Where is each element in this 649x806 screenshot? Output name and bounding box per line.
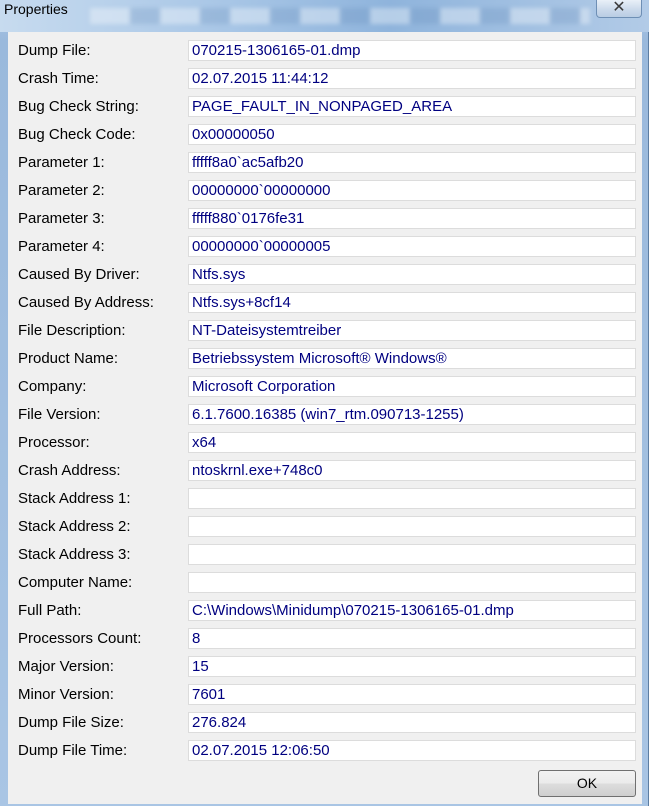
property-label: Parameter 4: (18, 238, 105, 255)
window-title: Properties (4, 1, 68, 17)
property-label: Crash Time: (18, 70, 99, 87)
property-value-field[interactable]: PAGE_FAULT_IN_NONPAGED_AREA (188, 96, 636, 117)
title-bar-background (90, 8, 590, 24)
title-bar[interactable] (0, 0, 649, 32)
close-button[interactable] (596, 0, 642, 18)
property-label: Company: (18, 378, 87, 395)
property-value-field[interactable]: 02.07.2015 12:06:50 (188, 740, 636, 761)
property-value-field[interactable]: Microsoft Corporation (188, 376, 636, 397)
property-label: Caused By Driver: (18, 266, 140, 283)
property-label: Dump File Time: (18, 742, 128, 759)
property-label: Bug Check String: (18, 98, 139, 115)
property-value-field[interactable] (188, 516, 636, 537)
property-value-field[interactable]: Ntfs.sys+8cf14 (188, 292, 636, 313)
property-label: Processors Count: (18, 630, 142, 647)
property-label: Dump File Size: (18, 714, 124, 731)
property-value-field[interactable]: Betriebssystem Microsoft® Windows® (188, 348, 636, 369)
property-value-field[interactable]: 276.824 (188, 712, 636, 733)
property-label: Minor Version: (18, 686, 114, 703)
property-value-field[interactable]: 7601 (188, 684, 636, 705)
properties-panel (8, 32, 642, 804)
property-value-field[interactable]: NT-Dateisystemtreiber (188, 320, 636, 341)
property-value-field[interactable]: fffff8a0`ac5afb20 (188, 152, 636, 173)
property-label: Stack Address 2: (18, 518, 131, 535)
property-label: Full Path: (18, 602, 82, 619)
ok-button[interactable]: OK (538, 770, 636, 797)
property-value-field[interactable]: 0x00000050 (188, 124, 636, 145)
property-label: Caused By Address: (18, 294, 154, 311)
property-value-field[interactable]: 6.1.7600.16385 (win7_rtm.090713-1255) (188, 404, 636, 425)
property-value-field[interactable]: ntoskrnl.exe+748c0 (188, 460, 636, 481)
property-value-field[interactable]: 00000000`00000005 (188, 236, 636, 257)
property-label: Major Version: (18, 658, 114, 675)
property-value-field[interactable]: 02.07.2015 11:44:12 (188, 68, 636, 89)
property-value-field[interactable]: C:\Windows\Minidump\070215-1306165-01.dmp (188, 600, 636, 621)
property-value-field[interactable]: Ntfs.sys (188, 264, 636, 285)
close-icon: ✕ (612, 0, 626, 16)
property-label: Parameter 3: (18, 210, 105, 227)
property-label: Product Name: (18, 350, 119, 367)
property-value-field[interactable] (188, 572, 636, 593)
property-value-field[interactable]: x64 (188, 432, 636, 453)
property-value-field[interactable] (188, 544, 636, 565)
property-label: File Description: (18, 322, 126, 339)
property-label: Bug Check Code: (18, 126, 136, 143)
property-label: Stack Address 1: (18, 490, 131, 507)
property-value-field[interactable]: 8 (188, 628, 636, 649)
property-label: Processor: (18, 434, 90, 451)
property-label: Stack Address 3: (18, 546, 131, 563)
property-label: Crash Address: (18, 462, 121, 479)
property-label: Parameter 1: (18, 154, 105, 171)
property-value-field[interactable]: fffff880`0176fe31 (188, 208, 636, 229)
property-value-field[interactable] (188, 488, 636, 509)
property-label: Computer Name: (18, 574, 133, 591)
property-value-field[interactable]: 15 (188, 656, 636, 677)
property-label: Dump File: (18, 42, 91, 59)
property-label: File Version: (18, 406, 101, 423)
property-label: Parameter 2: (18, 182, 105, 199)
property-value-field[interactable]: 070215-1306165-01.dmp (188, 40, 636, 61)
property-value-field[interactable]: 00000000`00000000 (188, 180, 636, 201)
